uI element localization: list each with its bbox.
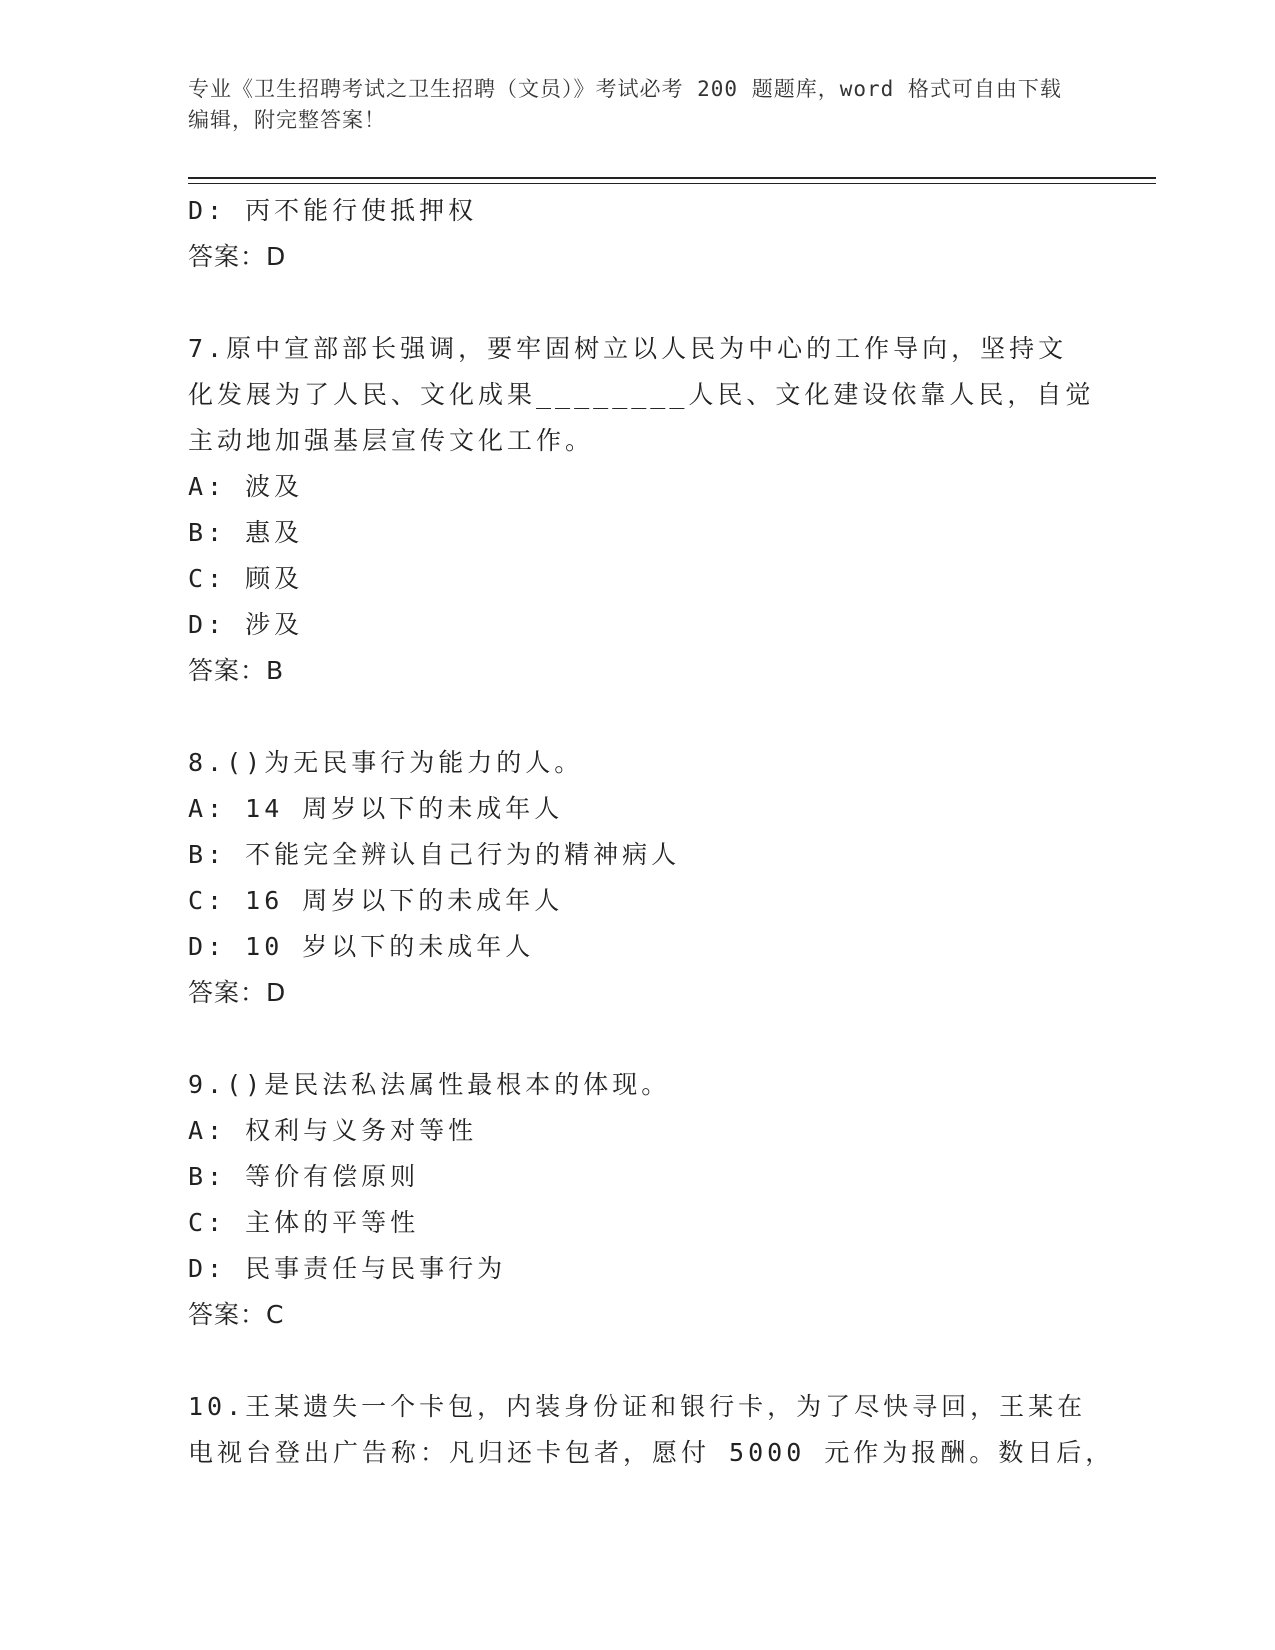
question-7-option-a: A: 波及 — [188, 472, 304, 501]
question-7-stem-line-2: 化发展为了人民、文化成果________人民、文化建设依靠人民，自觉 — [188, 380, 1095, 409]
question-9-option-b: B: 等价有偿原则 — [188, 1162, 420, 1191]
question-7-option-d: D: 涉及 — [188, 610, 304, 639]
question-10-stem-line-1: 10.王某遗失一个卡包，内装身份证和银行卡，为了尽快寻回，王某在 — [188, 1392, 1087, 1421]
question-content — [188, 188, 1115, 1476]
question-8-answer: 答案：D — [188, 978, 287, 1007]
question-8-option-a: A: 14 周岁以下的未成年人 — [188, 794, 564, 823]
spacer — [188, 694, 1088, 740]
question-8-stem: 8.()为无民事行为能力的人。 — [188, 748, 584, 777]
question-9-option-d: D: 民事责任与民事行为 — [188, 1254, 507, 1283]
question-8-option-b: B: 不能完全辨认自己行为的精神病人 — [188, 840, 681, 869]
option-d: D: 丙不能行使抵押权 — [188, 196, 478, 225]
question-8-option-d: D: 10 岁以下的未成年人 — [188, 932, 535, 961]
question-7-stem-line-1: 7.原中宣部部长强调，要牢固树立以人民为中心的工作导向，坚持文 — [188, 334, 1068, 363]
question-7-option-c: C: 顾及 — [188, 564, 304, 593]
question-7-option-b: B: 惠及 — [188, 518, 304, 547]
question-9-answer: 答案：C — [188, 1300, 285, 1329]
question-9-option-c: C: 主体的平等性 — [188, 1208, 420, 1237]
answer-line: 答案：D — [188, 242, 287, 271]
spacer — [188, 1016, 1088, 1062]
spacer — [188, 280, 1088, 326]
question-10-stem-line-2: 电视台登出广告称：凡归还卡包者，愿付 5000 元作为报酬。数日后， — [188, 1438, 1115, 1467]
header-divider-thin — [188, 183, 1156, 184]
question-7-stem-line-3: 主动地加强基层宣传文化工作。 — [188, 426, 595, 455]
document-header — [188, 74, 1068, 136]
spacer — [188, 1338, 1088, 1384]
question-9-stem: 9.()是民法私法属性最根本的体现。 — [188, 1070, 671, 1099]
question-7-answer: 答案：B — [188, 656, 285, 685]
header-divider-thick — [188, 177, 1156, 179]
header-title: 专业《卫生招聘考试之卫生招聘（文员）》考试必考 200 题题库，word 格式可自由下载编辑，附完整答案！ — [188, 77, 1062, 132]
question-8-option-c: C: 16 周岁以下的未成年人 — [188, 886, 564, 915]
question-9-option-a: A: 权利与义务对等性 — [188, 1116, 478, 1145]
